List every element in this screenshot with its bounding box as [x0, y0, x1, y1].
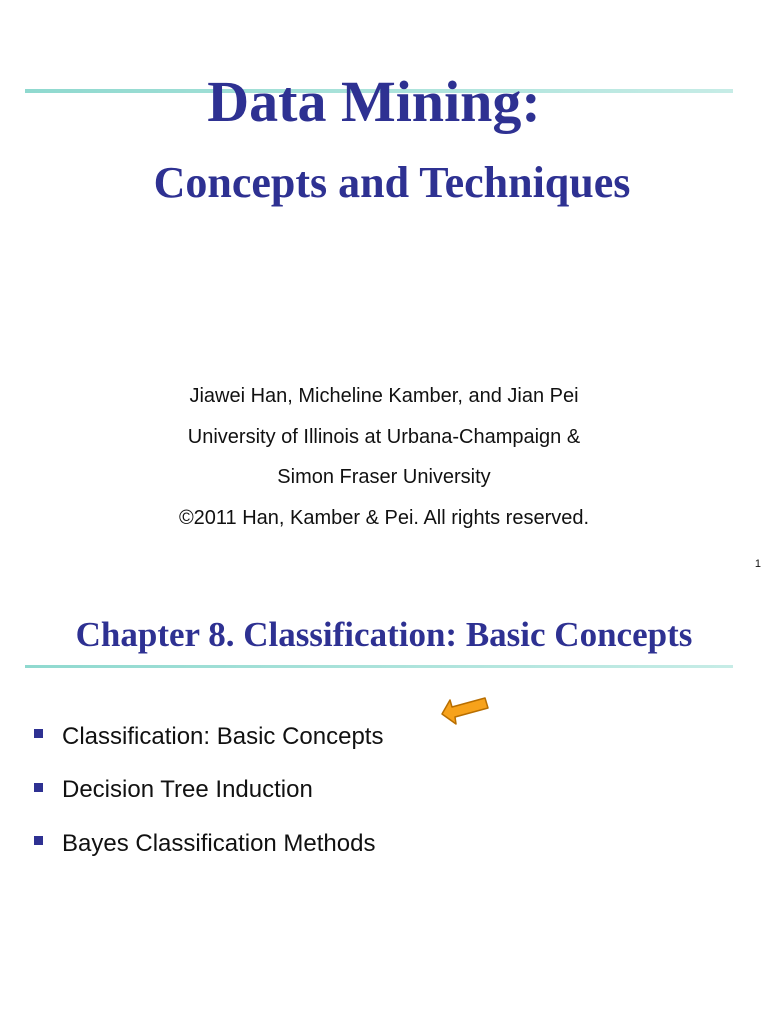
page-number: 1 — [754, 558, 761, 570]
bullet-text: Decision Tree Induction — [62, 776, 313, 804]
authors-line: Jiawei Han, Micheline Kamber, and Jian Pei — [189, 385, 579, 407]
chapter-rule — [25, 665, 733, 668]
bullet-square-icon — [34, 783, 43, 792]
copyright-line: ©2011 Han, Kamber & Pei. All rights reserved. — [178, 506, 590, 529]
list-item — [34, 817, 383, 871]
list-item — [34, 710, 383, 764]
bullet-text: Bayes Classification Methods — [62, 829, 376, 857]
bullet-list — [34, 710, 383, 871]
bullet-square-icon — [34, 836, 43, 845]
subtitle: Concepts and Techniques — [153, 158, 631, 207]
affiliation-line-1: University of Illinois at Urbana-Champaign & — [187, 425, 581, 448]
bullet-square-icon — [34, 729, 43, 738]
chapter-title: Chapter 8. Classification: Basic Concepts — [75, 615, 693, 654]
bullet-text: Classification: Basic Concepts — [62, 722, 384, 750]
credits — [0, 377, 768, 539]
affiliation-line-2: Simon Fraser University — [277, 466, 491, 488]
list-item — [34, 764, 383, 818]
main-title: Data Mining: — [207, 69, 541, 134]
arrow-left-icon — [440, 690, 490, 726]
